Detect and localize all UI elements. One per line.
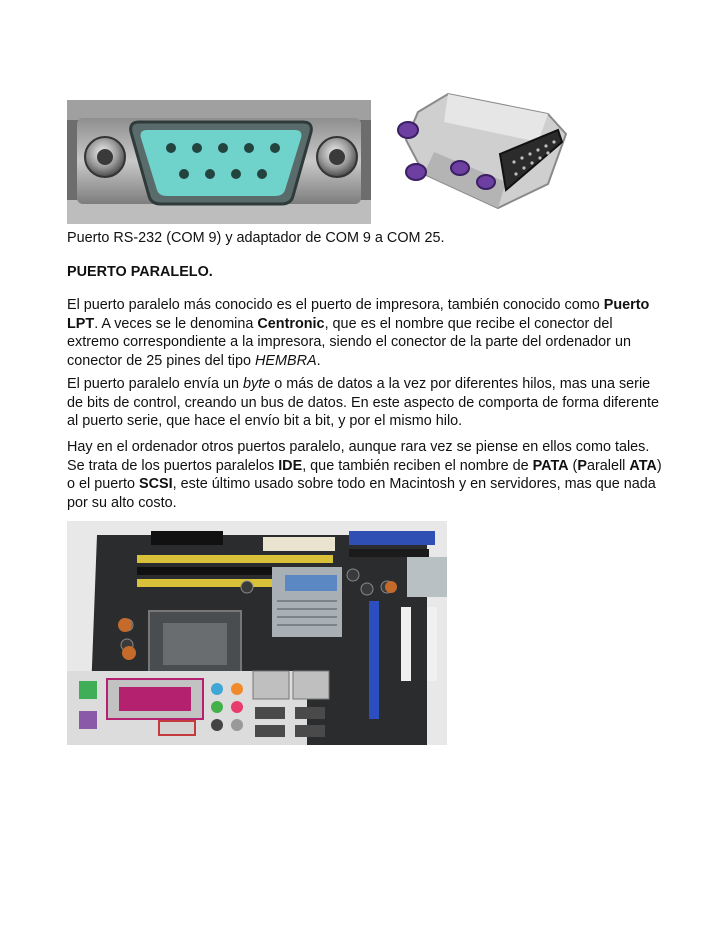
italic-term: HEMBRA [255, 352, 317, 369]
section-heading: PUERTO PARALELO. [67, 264, 213, 280]
bold-term: Centronic [257, 315, 325, 332]
text-run: , que también reciben el nombre de [302, 457, 533, 474]
text-run: ( [568, 457, 578, 474]
text-run: . A veces se le denomina [94, 315, 258, 332]
paragraph-3 [67, 438, 667, 512]
text-run: o más de datos a la vez por diferentes hilos, mas una serie de bits de control, creando un bus de datos. En este aspecto de comporta de forma diferente al puerto serie, que hace el envío bit a bit, y por el mismo hilo. [67, 376, 659, 430]
text-run: , este último usado sobre todo en Macintosh y en servidores, mas que nada por su alto costo. [67, 476, 656, 511]
com-adapter-photo [388, 82, 574, 212]
text-run: aralell [586, 457, 630, 474]
text-run: . [316, 352, 321, 369]
bold-term: IDE [278, 457, 303, 474]
text-run: ) o el puerto [67, 457, 662, 493]
bold-term: Puerto LPT [67, 297, 650, 332]
text-run: Hay en el ordenador otros puertos paralelo, aunque rara vez se piense en ellos como tales. Se trata de los puertos paralelos [67, 439, 650, 474]
paragraph-1 [67, 296, 667, 370]
motherboard-photo [67, 521, 447, 745]
figure-caption: Puerto RS-232 (COM 9) y adaptador de COM 9 a COM 25. [67, 230, 445, 246]
bold-term: ATA [629, 457, 657, 474]
paragraph-2 [67, 375, 667, 431]
text-run: El puerto paralelo envía un [67, 376, 244, 392]
bold-term: SCSI [139, 476, 173, 493]
bold-term: P [577, 457, 587, 474]
bold-term: PATA [532, 457, 569, 474]
text-run: , que es el nombre que recibe el conector del extremo correspondiente a la impresora, siendo el conector de la parte del ordenador un conector de 25 pines del tipo [67, 315, 631, 369]
rs232-port-photo [67, 100, 371, 224]
text-run: El puerto paralelo más conocido es el puerto de impresora, también conocido como [67, 297, 604, 313]
italic-term: byte [243, 376, 271, 392]
